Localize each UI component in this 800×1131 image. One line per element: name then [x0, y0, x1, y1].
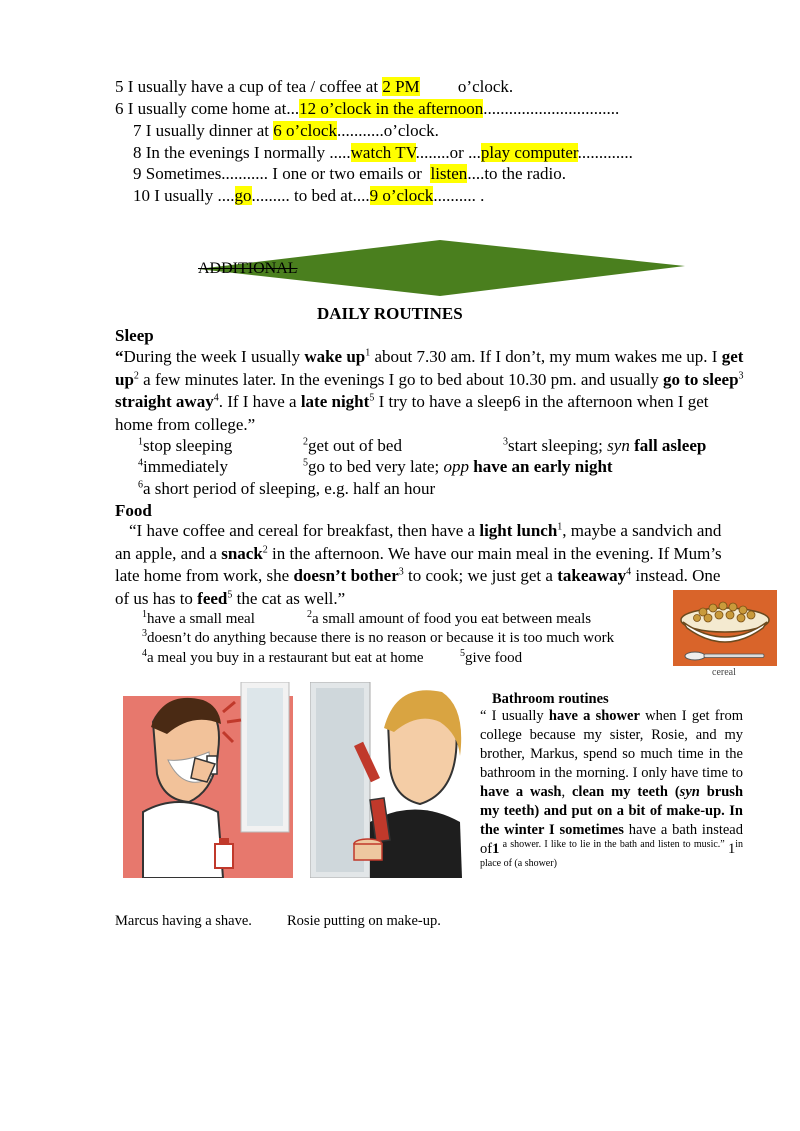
sleep-gloss-4: $^4$immediately [138, 457, 228, 476]
food-gloss-2: $^2$a small amount of food you eat between meals [307, 609, 592, 627]
bathroom-paragraph: “ I usually have a shower when I get from college because my sister, Rosie, and my brother, Markus, spend so much time in the bathroom in the morning. I only have time to have a wash, clean my teeth (syn brush my teeth) and put on a bit of make-up. In the winter I sometimes have a bath instead of1 $^{a shower. I like to lie in the bath and listen to music.”}$ $1^{in place of (a shower)}$ [480, 708, 744, 870]
sleep-gloss-1: $^1$stop sleeping [138, 436, 233, 455]
highlighted-answer: go [234, 186, 252, 205]
cereal-caption: cereal [712, 667, 736, 678]
sleep-paragraph: “During the week I usually wake $up^1$ about 7.30 am. If I don’t, my mum wakes me up. I get $up^2$ a few minutes later. In the evenings I go to bed about 10.30 pm. and usually go to sleep$^3$ straight away$^4$. If I have a late night$^5$ I try to have a sleep6 in the afternoon when I get home from college.” [115, 347, 744, 434]
caption-marcus: Marcus having a shave. [115, 913, 252, 929]
food-gloss-4: $^4$a meal you buy in a restaurant but eat at home [142, 648, 424, 666]
highlighted-answer: 6 o’clock [273, 121, 337, 140]
caption-rosie: Rosie putting on make-up. [287, 913, 441, 929]
exercise-line-6: 6 I usually come home at...12 o’clock in the afternoon................................ [115, 99, 620, 118]
exercise-line-8: 8 In the evenings I normally .....watch TV........or ...play computer............. [133, 143, 633, 162]
highlighted-answer: 2 PM [382, 77, 420, 96]
highlighted-answer: 9 o’clock [369, 186, 434, 205]
section-heading-bathroom: Bathroom routines [492, 691, 609, 707]
section-heading-food: Food [115, 501, 152, 520]
exercise-line-7: 7 I usually dinner at 6 o’clock...........o’clock. [133, 121, 439, 140]
food-gloss-5: $^5$give food [460, 648, 523, 666]
sleep-gloss-2: $^2$get out of bed [303, 436, 402, 455]
food-paragraph: “I have coffee and cereal for breakfast, then have a light lunch$^1$, maybe a sandvich and an apple, and a snack$^2$ in the afternoon. We have our main meal in the evening. If Mum’s late home from work, she doesn’t bother$^3$ to cook; we just get a takeaway$^4$ instead. One of us has to feed$^5$ the cat as well.” [115, 521, 722, 608]
sleep-gloss-3: $^3$start sleeping; syn fall asleep [503, 436, 707, 455]
rosie-makeup-image [310, 682, 465, 878]
exercise-line-10: 10 I usually ....go......... to bed at....9 o’clock.......... . [133, 186, 485, 205]
page-title: DAILY ROUTINES [317, 304, 463, 323]
banner-label: ADDITIONAL [198, 260, 298, 277]
cereal-bowl-image [673, 590, 777, 670]
highlighted-answer: listen [430, 164, 468, 183]
sleep-gloss-6: $^6$a short period of sleeping, e.g. half an hour [138, 479, 436, 498]
food-gloss-1: $^1$have a small meal [142, 609, 255, 627]
highlighted-answer: 12 o’clock in the afternoon [299, 99, 484, 118]
marcus-shaving-image [123, 682, 293, 878]
section-heading-sleep: Sleep [115, 326, 154, 345]
highlighted-answer: play computer [480, 143, 578, 162]
food-gloss-3: $^3$doesn’t do anything because there is no reason or because it is too much work [142, 628, 615, 646]
exercise-line-9: 9 Sometimes........... I one or two emails or listen....to the radio. [133, 164, 566, 183]
exercise-line-5: 5 I usually have a cup of tea / coffee at 2 PM o’clock. [115, 77, 514, 96]
highlighted-answer: watch TV [350, 143, 416, 162]
sleep-gloss-5: $^5$go to bed very late; opp have an early night [303, 457, 613, 476]
